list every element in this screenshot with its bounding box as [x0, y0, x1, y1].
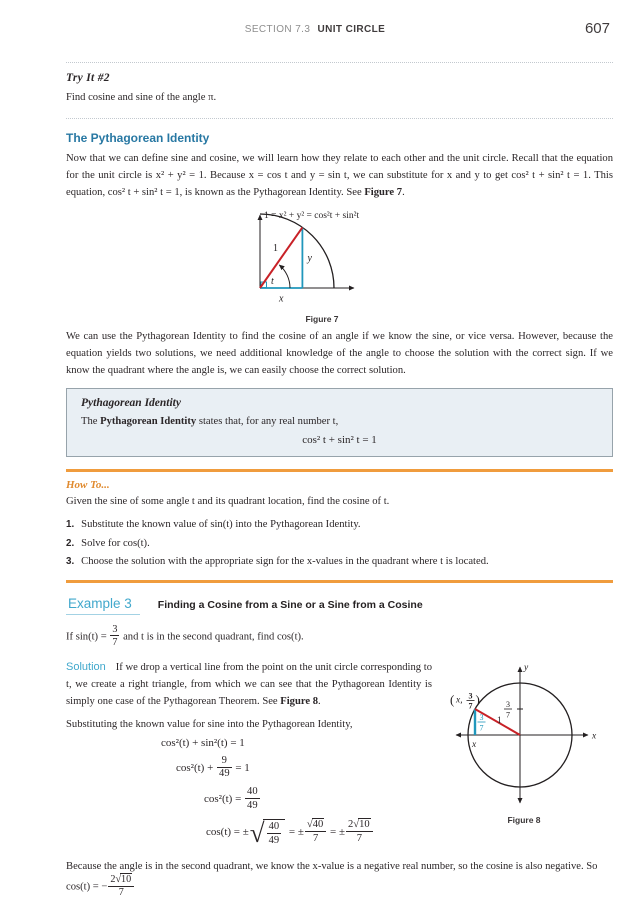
equation-2 — [176, 756, 432, 781]
figure-8-diagram — [444, 659, 602, 809]
solution-paragraph — [66, 659, 432, 711]
equation-1: cos²(t) + sin²(t) = 1 — [161, 736, 245, 749]
eq4-mid: = ± — [327, 826, 346, 839]
equation-3 — [204, 787, 432, 812]
fig8-y-axis-label: y — [524, 662, 529, 673]
figure-7-caption: Figure 7 — [305, 313, 339, 324]
fig7-radius-line — [260, 227, 302, 288]
how-to-step-3 — [66, 554, 613, 570]
fraction-numerator: 40 — [268, 821, 280, 833]
radical-sign: √ — [353, 819, 360, 831]
radicand: 10 — [121, 874, 132, 886]
example-header — [66, 596, 613, 615]
section-heading: The Pythagorean Identity — [66, 131, 210, 146]
fig8-radius-label: 1 — [497, 715, 502, 726]
paragraph-1-end: . — [402, 187, 405, 199]
fraction — [110, 624, 119, 648]
example-title: Finding a Cosine from a Sine or a Sine from a Cosine — [157, 598, 423, 611]
fraction-numerator: 3 — [112, 623, 118, 635]
fraction-denominator: 7 — [356, 832, 362, 844]
fig7-t-label: t — [271, 275, 274, 287]
how-to-step-2 — [66, 536, 613, 552]
fig7-y-label: y — [307, 252, 312, 264]
how-to-step-1 — [66, 517, 613, 533]
identity-box-body — [81, 413, 598, 430]
eq3-pre: cos²(t) = — [204, 793, 245, 806]
figure-8-caption: Figure 8 — [507, 814, 541, 825]
fig8-point-paren-close: ) — [475, 691, 480, 707]
radical — [250, 819, 285, 846]
fig8-segment-denominator: 7 — [479, 723, 484, 733]
fig8-x-axis-label: x — [592, 731, 597, 742]
substitution-line: Substituting the known value for sine into the Pythagorean Identity, — [66, 718, 353, 730]
paragraph-2: We can use the Pythagorean Identity to find the cosine of an angle if we know the sine, or vice versa. However, because the equation yields two solutions, we need additional knowledge of the angle to choose the solution with the correct sign. If we know the quadrant where the angle is, we can easily choose the correct solution. — [66, 330, 613, 376]
fig7-radius-label: 1 — [273, 242, 278, 254]
page-number: 607 — [584, 20, 610, 37]
coefficient: 2 — [110, 874, 116, 886]
problem-post: and t is in the second quadrant, find cos(t). — [120, 630, 304, 642]
fig8-point-numerator: 3 — [468, 691, 473, 701]
fig8-foot-label: x — [472, 739, 477, 750]
fraction — [346, 819, 373, 844]
identity-body-pre: The — [81, 416, 101, 428]
paragraph-1 — [66, 150, 613, 201]
eq4-mid: = ± — [286, 826, 304, 839]
identity-equation: cos² t + sin² t = 1 — [302, 434, 377, 447]
fraction — [305, 819, 326, 844]
closing-paragraph — [66, 858, 613, 899]
try-it-label: Try It #2 — [66, 72, 110, 84]
fig8-tick-numerator: 3 — [506, 699, 510, 709]
identity-body-post: states that, for any real number t, — [196, 416, 339, 428]
step-text: Solve for cos(t). — [81, 537, 150, 549]
closing-text: Because the angle is in the second quadrant, we know the x-value is a negative real number, so the cosine is also negative. So cos(t) = − — [66, 861, 598, 893]
step-text: Substitute the known value of sin(t) into the Pythagorean Identity. — [81, 519, 361, 531]
fig7-equation-label: 1 = x² + y² = cos²t + sin²t — [264, 210, 360, 221]
fraction-denominator: 7 — [112, 636, 118, 648]
solution-label: Solution — [66, 660, 106, 673]
radicand: 10 — [359, 819, 370, 831]
fraction-denominator: 49 — [247, 799, 258, 811]
fig8-tick-denominator: 7 — [506, 710, 510, 720]
equation-stack — [66, 737, 432, 846]
radical-sign: √ — [306, 819, 313, 831]
how-to-block — [66, 469, 613, 582]
fraction-denominator: 7 — [312, 832, 319, 844]
how-to-label: How To... — [66, 479, 110, 492]
fraction-denominator: 49 — [219, 768, 230, 780]
radical-sign: √ — [249, 817, 265, 848]
eq4-pre: cos(t) = ± — [206, 826, 249, 839]
how-to-given: Given the sine of some angle t and its quadrant location, find the cosine of t. — [66, 496, 390, 508]
step-text: Choose the solution with the appropriate sign for the x-values in the quadrant where t is located. — [81, 556, 489, 568]
example-problem — [66, 625, 613, 649]
solution-block — [66, 659, 613, 847]
try-it-block — [66, 62, 613, 119]
fraction-numerator: 9 — [217, 755, 232, 768]
identity-box-title: Pythagorean Identity — [81, 397, 181, 410]
fraction — [267, 821, 282, 846]
figure-8-ref: Figure 8 — [280, 696, 319, 708]
example-label: Example 3 — [66, 596, 140, 615]
radical-sign: √ — [115, 874, 122, 886]
section-number: SECTION 7.3 — [244, 24, 311, 35]
try-it-text: Find cosine and sine of the angle π. — [66, 92, 217, 103]
eq2-pre: cos²(t) + — [176, 761, 217, 774]
fraction-denominator: 7 — [118, 887, 124, 899]
fig7-angle-arc — [279, 265, 290, 288]
fig8-point-x: x, — [456, 695, 463, 706]
fig8-segment-numerator: 3 — [479, 712, 484, 722]
identity-body-bold: Pythagorean Identity — [100, 416, 197, 428]
fraction — [108, 874, 134, 898]
page-content — [66, 54, 613, 899]
fraction — [245, 786, 260, 811]
step-number: 2. — [66, 537, 75, 549]
figure-7-diagram — [242, 208, 402, 308]
solution-text-column — [66, 659, 432, 847]
equation-4 — [206, 819, 432, 846]
paragraph-1-text: Now that we can define sine and cosine, we will learn how they relate to each other and the unit circle. Recall that the equation for the unit circle is x² + y² = 1. Because x = cos t and y = sin t, we can substitute for x and y to get cos² t + sin² t = 1. This equation, cos² t + sin² t = 1, is known as the Pythagorean Identity. See — [66, 153, 613, 199]
solution-para-end: . — [318, 696, 321, 708]
problem-pre: If sin(t) = — [66, 630, 110, 642]
figure-8 — [444, 659, 604, 847]
figure-7-ref: Figure 7 — [364, 187, 403, 199]
fig8-point-paren-open: ( — [450, 691, 455, 707]
running-head — [0, 24, 630, 35]
fraction-numerator: 40 — [247, 786, 258, 798]
solution-para-text: If we drop a vertical line from the point on the unit circle corresponding to t, we create a right triangle, from which we can see that the Pythagorean Identity is simply one case of the Pythagorean Theorem. See — [66, 661, 432, 708]
step-number: 3. — [66, 556, 75, 568]
coefficient: 2 — [348, 819, 354, 831]
section-title: UNIT CIRCLE — [317, 24, 386, 35]
figure-7 — [242, 208, 402, 324]
eq2-post: = 1 — [232, 761, 250, 774]
fraction-denominator: 49 — [268, 834, 280, 846]
fig8-point-denominator: 7 — [468, 701, 473, 711]
fraction — [217, 755, 232, 780]
identity-box — [66, 388, 613, 457]
step-number: 1. — [66, 519, 75, 531]
fig7-x-label: x — [279, 293, 284, 305]
radicand: 40 — [312, 819, 324, 831]
